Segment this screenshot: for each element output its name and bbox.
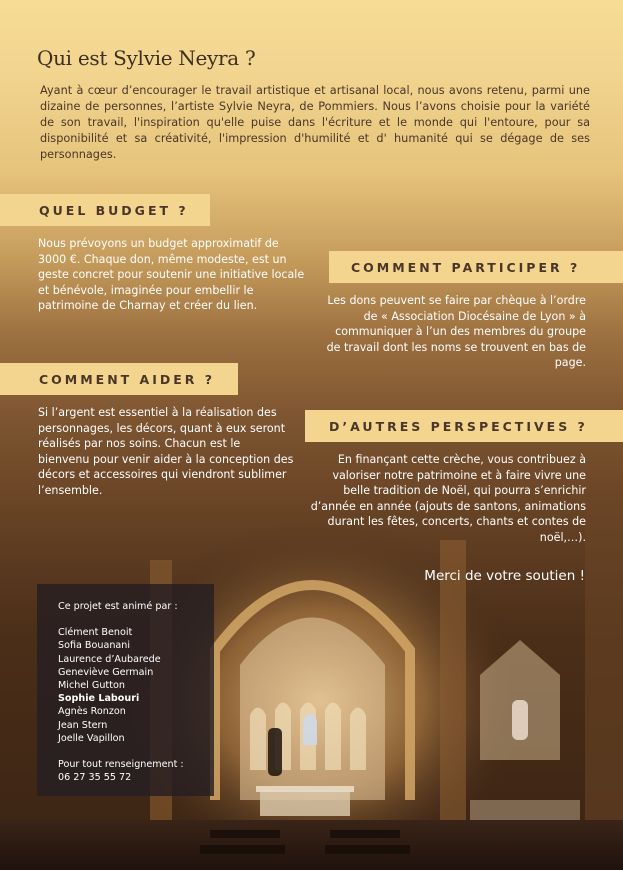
participer-text: Les dons peuvent se faire par chèque à l’ordre de « Association Diocésaine de Lyon » à communiquer à l’un des membres du groupe de travail dont les noms se trouvent en bas de page. xyxy=(326,294,586,370)
contact-phone: 06 27 35 55 72 xyxy=(58,772,132,784)
member-name: Michel Gutton xyxy=(58,680,125,692)
thanks-message: Merci de votre soutien ! xyxy=(424,568,585,584)
member-name: Jean Stern xyxy=(58,719,108,731)
intro-paragraph: Ayant à cœur d’encourager le travail artistique et artisanal local, nous avons retenu, parmi une dizaine de personnes, l’artiste Sylvie Neyra, de Pommiers. Nous l’avons choisie pour la variété de son travail, l'inspiration qu'elle puise dans l'écriture et le monde qui l'entoure, pour sa disponibilité et sa créativité, l'impression d'humilité et d' humanité qui se dégage de ses personnages. xyxy=(40,84,590,161)
member-name: Joelle Vapillon xyxy=(58,732,125,744)
perspectives-text: En finançant cette crèche, vous contribuez à valoriser notre patrimoine et à faire vivre une belle tradition de Noël, qui pourra s’enrichir d’année en année (ajouts de santons, animations durant les fêtes, concerts, chants et contes de noël,…). xyxy=(310,453,586,544)
perspectives-heading: D’AUTRES PERSPECTIVES ? xyxy=(305,410,623,442)
credits-intro: Ce projet est animé par : xyxy=(58,601,178,612)
member-name: Sofia Bouanani xyxy=(58,640,131,652)
budget-heading: QUEL BUDGET ? xyxy=(0,194,210,226)
page-title: Qui est Sylvie Neyra ? xyxy=(37,46,256,70)
aider-text: Si l’argent est essentiel à la réalisation des personnages, les décors, quant à eux seront réalisés par nos soins. Chacun est le bienvenu pour venir aider à la conception des décors et accessoires qui viendront sublimer l’ensemble. xyxy=(38,406,294,497)
member-name-highlighted: Sophie Labouri xyxy=(58,693,140,705)
member-name: Laurence d’Aubarede xyxy=(58,653,161,665)
contact-label: Pour tout renseignement : xyxy=(58,759,184,771)
member-name: Agnès Ronzon xyxy=(58,706,126,718)
credits-panel xyxy=(37,584,214,796)
members-list xyxy=(58,626,214,745)
aider-heading: COMMENT AIDER ? xyxy=(0,363,238,395)
budget-text: Nous prévoyons un budget approximatif de 3000 €. Chaque don, même modeste, est un geste concret pour soutenir une initiative locale et bénévole, imaginée pour embellir le patrimoine de Charnay et créer du lien. xyxy=(38,237,305,313)
member-name: Clément Benoit xyxy=(58,627,133,639)
member-name: Geneviève Germain xyxy=(58,666,154,678)
participer-heading: COMMENT PARTICIPER ? xyxy=(329,251,623,283)
